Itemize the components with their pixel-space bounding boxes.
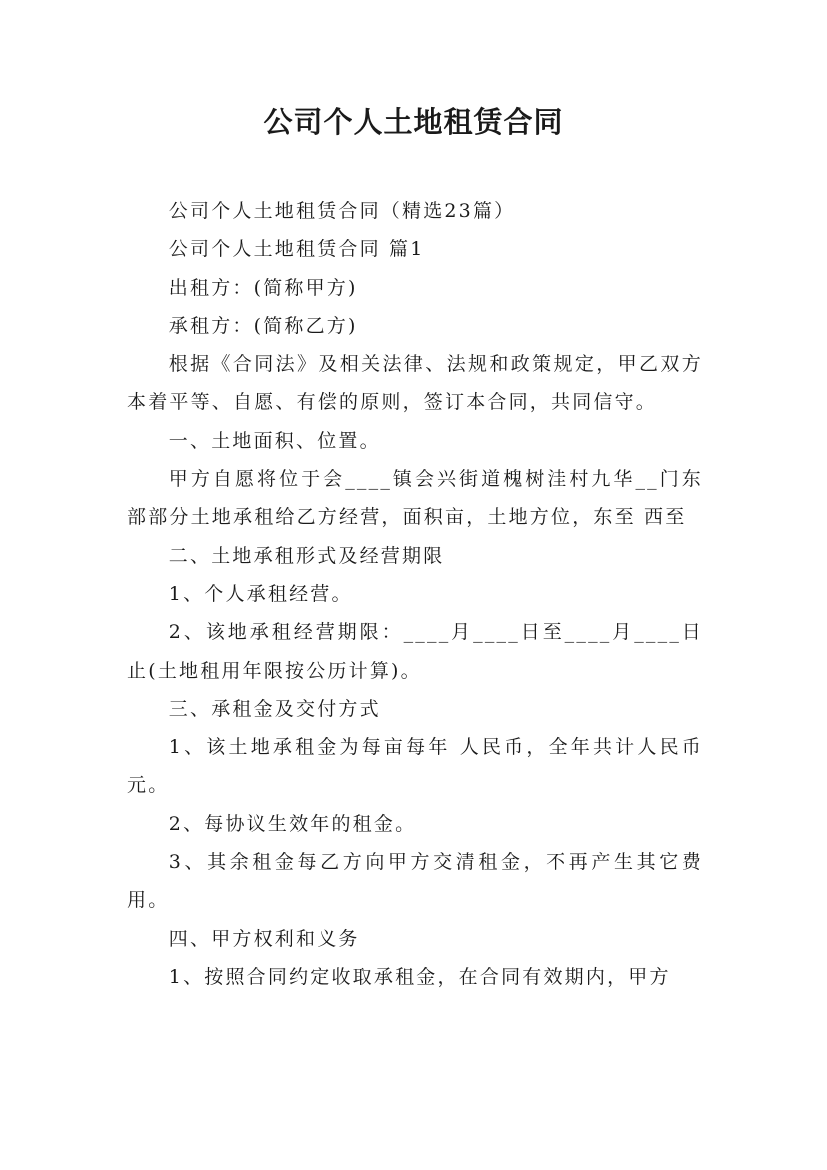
clause-2-2: 2、该地承租经营期限：____月____日至____月____日止(土地租用年限按公历计算)。 xyxy=(127,621,703,682)
paragraph-preamble: 根据《合同法》及相关法律、法规和政策规定，甲乙双方本着平等、自愿、有偿的原则，签订本合同，共同信守。 xyxy=(127,353,703,414)
paragraph-lessor: 出租方：(简称甲方) xyxy=(168,276,358,299)
clause-3-2: 2、每协议生效年的租金。 xyxy=(168,812,417,835)
paragraph-part-heading: 公司个人土地租赁合同 篇1 xyxy=(168,238,425,261)
clause-3-3: 3、其余租金每乙方向甲方交清租金，不再产生其它费用。 xyxy=(127,851,703,912)
document-title: 公司个人土地租赁合同 xyxy=(263,105,564,139)
paragraph-subtitle: 公司个人土地租赁合同（精选23篇） xyxy=(168,200,516,222)
section-heading-1: 一、土地面积、位置。 xyxy=(168,429,381,452)
section-heading-4: 四、甲方权利和义务 xyxy=(168,927,360,950)
section-heading-2: 二、土地承租形式及经营期限 xyxy=(168,544,445,567)
clause-4-1: 1、按照合同约定收取承租金，在合同有效期内，甲方 xyxy=(168,965,671,988)
document-body xyxy=(127,192,703,996)
paragraph-lessee: 承租方：(简称乙方) xyxy=(168,314,358,337)
clause-2-1: 1、个人承租经营。 xyxy=(168,582,353,605)
paragraph-land-location: 甲方自愿将位于会____镇会兴街道槐树洼村九华__门东部部分土地承租给乙方经营，面积亩，土地方位，东至 西至 xyxy=(127,468,703,529)
clause-3-1: 1、该土地承租金为每亩每年 人民币，全年共计人民币元。 xyxy=(127,736,703,797)
section-heading-3: 三、承租金及交付方式 xyxy=(168,697,381,720)
